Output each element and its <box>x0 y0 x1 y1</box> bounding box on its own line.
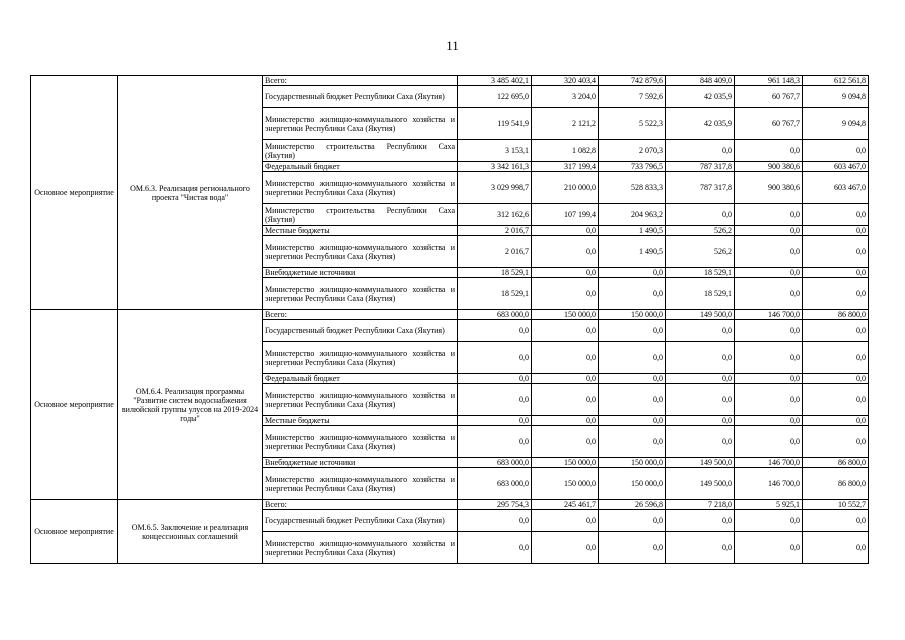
amount-cell: 0,0 <box>599 426 666 458</box>
amount-cell: 0,0 <box>803 532 869 564</box>
amount-cell: 295 754,3 <box>458 500 532 510</box>
amount-cell: 0,0 <box>735 236 803 268</box>
amount-cell: 0,0 <box>803 384 869 416</box>
amount-cell: 0,0 <box>735 342 803 374</box>
amount-cell: 3 029 998,7 <box>458 172 532 204</box>
table-row <box>31 76 869 86</box>
page-number: 11 <box>446 38 459 53</box>
amount-cell: 5 925,1 <box>735 500 803 510</box>
amount-cell: 683 000,0 <box>458 458 532 468</box>
event-type-cell: Основное мероприятие <box>31 310 118 500</box>
funding-source-cell: Федеральный бюджет <box>263 162 458 172</box>
amount-cell: 0,0 <box>803 510 869 532</box>
amount-cell: 86 800,0 <box>803 310 869 320</box>
amount-cell: 3 153,1 <box>458 140 532 162</box>
amount-cell: 1 490,5 <box>599 226 666 236</box>
funding-source-cell: Министерство строительства Республики Саха (Якутия) <box>263 204 458 226</box>
funding-source-cell: Министерство жилищно-коммунального хозяйства и энергетики Республики Саха (Якутия) <box>263 342 458 374</box>
amount-cell: 86 800,0 <box>803 468 869 500</box>
amount-cell: 0,0 <box>599 384 666 416</box>
amount-cell: 0,0 <box>666 510 735 532</box>
amount-cell: 0,0 <box>803 416 869 426</box>
amount-cell: 0,0 <box>735 320 803 342</box>
amount-cell: 0,0 <box>803 426 869 458</box>
amount-cell: 0,0 <box>532 384 599 416</box>
amount-cell: 320 403,4 <box>532 76 599 86</box>
amount-cell: 603 467,0 <box>803 172 869 204</box>
amount-cell: 0,0 <box>532 278 599 310</box>
funding-source-cell: Министерство жилищно-коммунального хозяйства и энергетики Республики Саха (Якутия) <box>263 384 458 416</box>
amount-cell: 3 204,0 <box>532 86 599 108</box>
amount-cell: 0,0 <box>735 374 803 384</box>
amount-cell: 0,0 <box>599 532 666 564</box>
amount-cell: 603 467,0 <box>803 162 869 172</box>
amount-cell: 9 094,8 <box>803 86 869 108</box>
amount-cell: 86 800,0 <box>803 458 869 468</box>
amount-cell: 122 695,0 <box>458 86 532 108</box>
amount-cell: 0,0 <box>735 416 803 426</box>
amount-cell: 0,0 <box>532 268 599 278</box>
amount-cell: 0,0 <box>735 204 803 226</box>
table-row <box>31 500 869 510</box>
amount-cell: 150 000,0 <box>532 310 599 320</box>
amount-cell: 0,0 <box>599 278 666 310</box>
funding-source-cell: Всего: <box>263 500 458 510</box>
amount-cell: 0,0 <box>458 532 532 564</box>
amount-cell: 10 552,7 <box>803 500 869 510</box>
amount-cell: 146 700,0 <box>735 310 803 320</box>
amount-cell: 0,0 <box>458 384 532 416</box>
amount-cell: 0,0 <box>532 532 599 564</box>
amount-cell: 787 317,8 <box>666 162 735 172</box>
amount-cell: 2 121,2 <box>532 108 599 140</box>
amount-cell: 0,0 <box>666 140 735 162</box>
amount-cell: 5 522,3 <box>599 108 666 140</box>
amount-cell: 0,0 <box>599 342 666 374</box>
amount-cell: 787 317,8 <box>666 172 735 204</box>
funding-source-cell: Министерство жилищно-коммунального хозяйства и энергетики Республики Саха (Якутия) <box>263 236 458 268</box>
amount-cell: 0,0 <box>532 416 599 426</box>
amount-cell: 900 380,6 <box>735 172 803 204</box>
amount-cell: 2 070,3 <box>599 140 666 162</box>
amount-cell: 0,0 <box>532 510 599 532</box>
funding-source-cell: Министерство строительства Республики Саха (Якутия) <box>263 140 458 162</box>
amount-cell: 0,0 <box>458 342 532 374</box>
amount-cell: 683 000,0 <box>458 310 532 320</box>
table-row <box>31 310 869 320</box>
amount-cell: 0,0 <box>803 342 869 374</box>
amount-cell: 0,0 <box>599 374 666 384</box>
amount-cell: 0,0 <box>735 532 803 564</box>
amount-cell: 0,0 <box>458 416 532 426</box>
amount-cell: 0,0 <box>803 278 869 310</box>
funding-source-cell: Всего: <box>263 310 458 320</box>
amount-cell: 0,0 <box>599 268 666 278</box>
amount-cell: 0,0 <box>735 226 803 236</box>
funding-source-cell: Министерство жилищно-коммунального хозяйства и энергетики Республики Саха (Якутия) <box>263 108 458 140</box>
amount-cell: 0,0 <box>735 140 803 162</box>
amount-cell: 7 218,0 <box>666 500 735 510</box>
amount-cell: 0,0 <box>458 320 532 342</box>
amount-cell: 245 461,7 <box>532 500 599 510</box>
amount-cell: 2 016,7 <box>458 226 532 236</box>
amount-cell: 0,0 <box>666 426 735 458</box>
funding-source-cell: Местные бюджеты <box>263 416 458 426</box>
funding-source-cell: Министерство жилищно-коммунального хозяйства и энергетики Республики Саха (Якутия) <box>263 468 458 500</box>
amount-cell: 0,0 <box>532 426 599 458</box>
amount-cell: 0,0 <box>803 320 869 342</box>
funding-source-cell: Государственный бюджет Республики Саха (Якутия) <box>263 86 458 108</box>
amount-cell: 210 000,0 <box>532 172 599 204</box>
funding-source-cell: Государственный бюджет Республики Саха (Якутия) <box>263 510 458 532</box>
amount-cell: 146 700,0 <box>735 458 803 468</box>
funding-source-cell: Внебюджетные источники <box>263 268 458 278</box>
amount-cell: 18 529,1 <box>666 278 735 310</box>
funding-source-cell: Всего: <box>263 76 458 86</box>
amount-cell: 204 963,2 <box>599 204 666 226</box>
amount-cell: 0,0 <box>666 320 735 342</box>
amount-cell: 526,2 <box>666 236 735 268</box>
amount-cell: 60 767,7 <box>735 108 803 140</box>
amount-cell: 2 016,7 <box>458 236 532 268</box>
funding-source-cell: Местные бюджеты <box>263 226 458 236</box>
amount-cell: 1 082,8 <box>532 140 599 162</box>
amount-cell: 0,0 <box>532 342 599 374</box>
amount-cell: 0,0 <box>803 140 869 162</box>
amount-cell: 42 035,9 <box>666 86 735 108</box>
amount-cell: 0,0 <box>532 374 599 384</box>
amount-cell: 0,0 <box>666 342 735 374</box>
amount-cell: 0,0 <box>532 320 599 342</box>
amount-cell: 1 490,5 <box>599 236 666 268</box>
amount-cell: 528 833,3 <box>599 172 666 204</box>
amount-cell: 612 561,8 <box>803 76 869 86</box>
amount-cell: 9 094,8 <box>803 108 869 140</box>
amount-cell: 312 162,6 <box>458 204 532 226</box>
amount-cell: 0,0 <box>803 374 869 384</box>
amount-cell: 119 541,9 <box>458 108 532 140</box>
budget-table <box>30 75 869 564</box>
funding-source-cell: Министерство жилищно-коммунального хозяйства и энергетики Республики Саха (Якутия) <box>263 278 458 310</box>
amount-cell: 0,0 <box>735 268 803 278</box>
amount-cell: 150 000,0 <box>532 458 599 468</box>
amount-cell: 3 342 161,3 <box>458 162 532 172</box>
amount-cell: 0,0 <box>666 384 735 416</box>
amount-cell: 18 529,1 <box>666 268 735 278</box>
amount-cell: 0,0 <box>666 204 735 226</box>
amount-cell: 0,0 <box>458 510 532 532</box>
amount-cell: 526,2 <box>666 226 735 236</box>
event-type-cell: Основное мероприятие <box>31 500 118 564</box>
amount-cell: 0,0 <box>599 320 666 342</box>
amount-cell: 0,0 <box>803 204 869 226</box>
amount-cell: 0,0 <box>735 384 803 416</box>
amount-cell: 146 700,0 <box>735 468 803 500</box>
event-name-cell: ОМ.6.4. Реализация программы "Развитие систем водоснабжения вилюйской группы улусов на 2019-2024 годы" <box>118 310 263 500</box>
amount-cell: 0,0 <box>735 510 803 532</box>
amount-cell: 107 199,4 <box>532 204 599 226</box>
amount-cell: 0,0 <box>666 532 735 564</box>
amount-cell: 733 796,5 <box>599 162 666 172</box>
funding-source-cell: Внебюджетные источники <box>263 458 458 468</box>
amount-cell: 900 380,6 <box>735 162 803 172</box>
funding-source-cell: Государственный бюджет Республики Саха (Якутия) <box>263 320 458 342</box>
amount-cell: 742 879,6 <box>599 76 666 86</box>
event-type-cell: Основное мероприятие <box>31 76 118 310</box>
amount-cell: 683 000,0 <box>458 468 532 500</box>
amount-cell: 18 529,1 <box>458 278 532 310</box>
amount-cell: 60 767,7 <box>735 86 803 108</box>
amount-cell: 0,0 <box>599 416 666 426</box>
amount-cell: 961 148,3 <box>735 76 803 86</box>
amount-cell: 149 500,0 <box>666 468 735 500</box>
amount-cell: 18 529,1 <box>458 268 532 278</box>
budget-table-body <box>31 76 869 564</box>
amount-cell: 149 500,0 <box>666 310 735 320</box>
event-name-cell: ОМ.6.3. Реализация регионального проекта "Чистая вода" <box>118 76 263 310</box>
amount-cell: 0,0 <box>666 416 735 426</box>
amount-cell: 0,0 <box>532 236 599 268</box>
amount-cell: 150 000,0 <box>599 310 666 320</box>
funding-source-cell: Министерство жилищно-коммунального хозяйства и энергетики Республики Саха (Якутия) <box>263 426 458 458</box>
amount-cell: 7 592,6 <box>599 86 666 108</box>
amount-cell: 0,0 <box>458 374 532 384</box>
amount-cell: 0,0 <box>599 510 666 532</box>
amount-cell: 0,0 <box>803 268 869 278</box>
amount-cell: 26 596,8 <box>599 500 666 510</box>
amount-cell: 0,0 <box>666 374 735 384</box>
amount-cell: 149 500,0 <box>666 458 735 468</box>
amount-cell: 0,0 <box>803 226 869 236</box>
amount-cell: 0,0 <box>532 226 599 236</box>
funding-source-cell: Министерство жилищно-коммунального хозяйства и энергетики Республики Саха (Якутия) <box>263 532 458 564</box>
amount-cell: 3 485 402,1 <box>458 76 532 86</box>
amount-cell: 848 409,0 <box>666 76 735 86</box>
amount-cell: 317 199,4 <box>532 162 599 172</box>
amount-cell: 150 000,0 <box>599 458 666 468</box>
amount-cell: 0,0 <box>458 426 532 458</box>
amount-cell: 150 000,0 <box>532 468 599 500</box>
amount-cell: 42 035,9 <box>666 108 735 140</box>
event-name-cell: ОМ.6.5. Заключение и реализация концессионных соглашений <box>118 500 263 564</box>
funding-source-cell: Министерство жилищно-коммунального хозяйства и энергетики Республики Саха (Якутия) <box>263 172 458 204</box>
amount-cell: 0,0 <box>803 236 869 268</box>
amount-cell: 0,0 <box>735 278 803 310</box>
funding-source-cell: Федеральный бюджет <box>263 374 458 384</box>
amount-cell: 0,0 <box>735 426 803 458</box>
amount-cell: 150 000,0 <box>599 468 666 500</box>
